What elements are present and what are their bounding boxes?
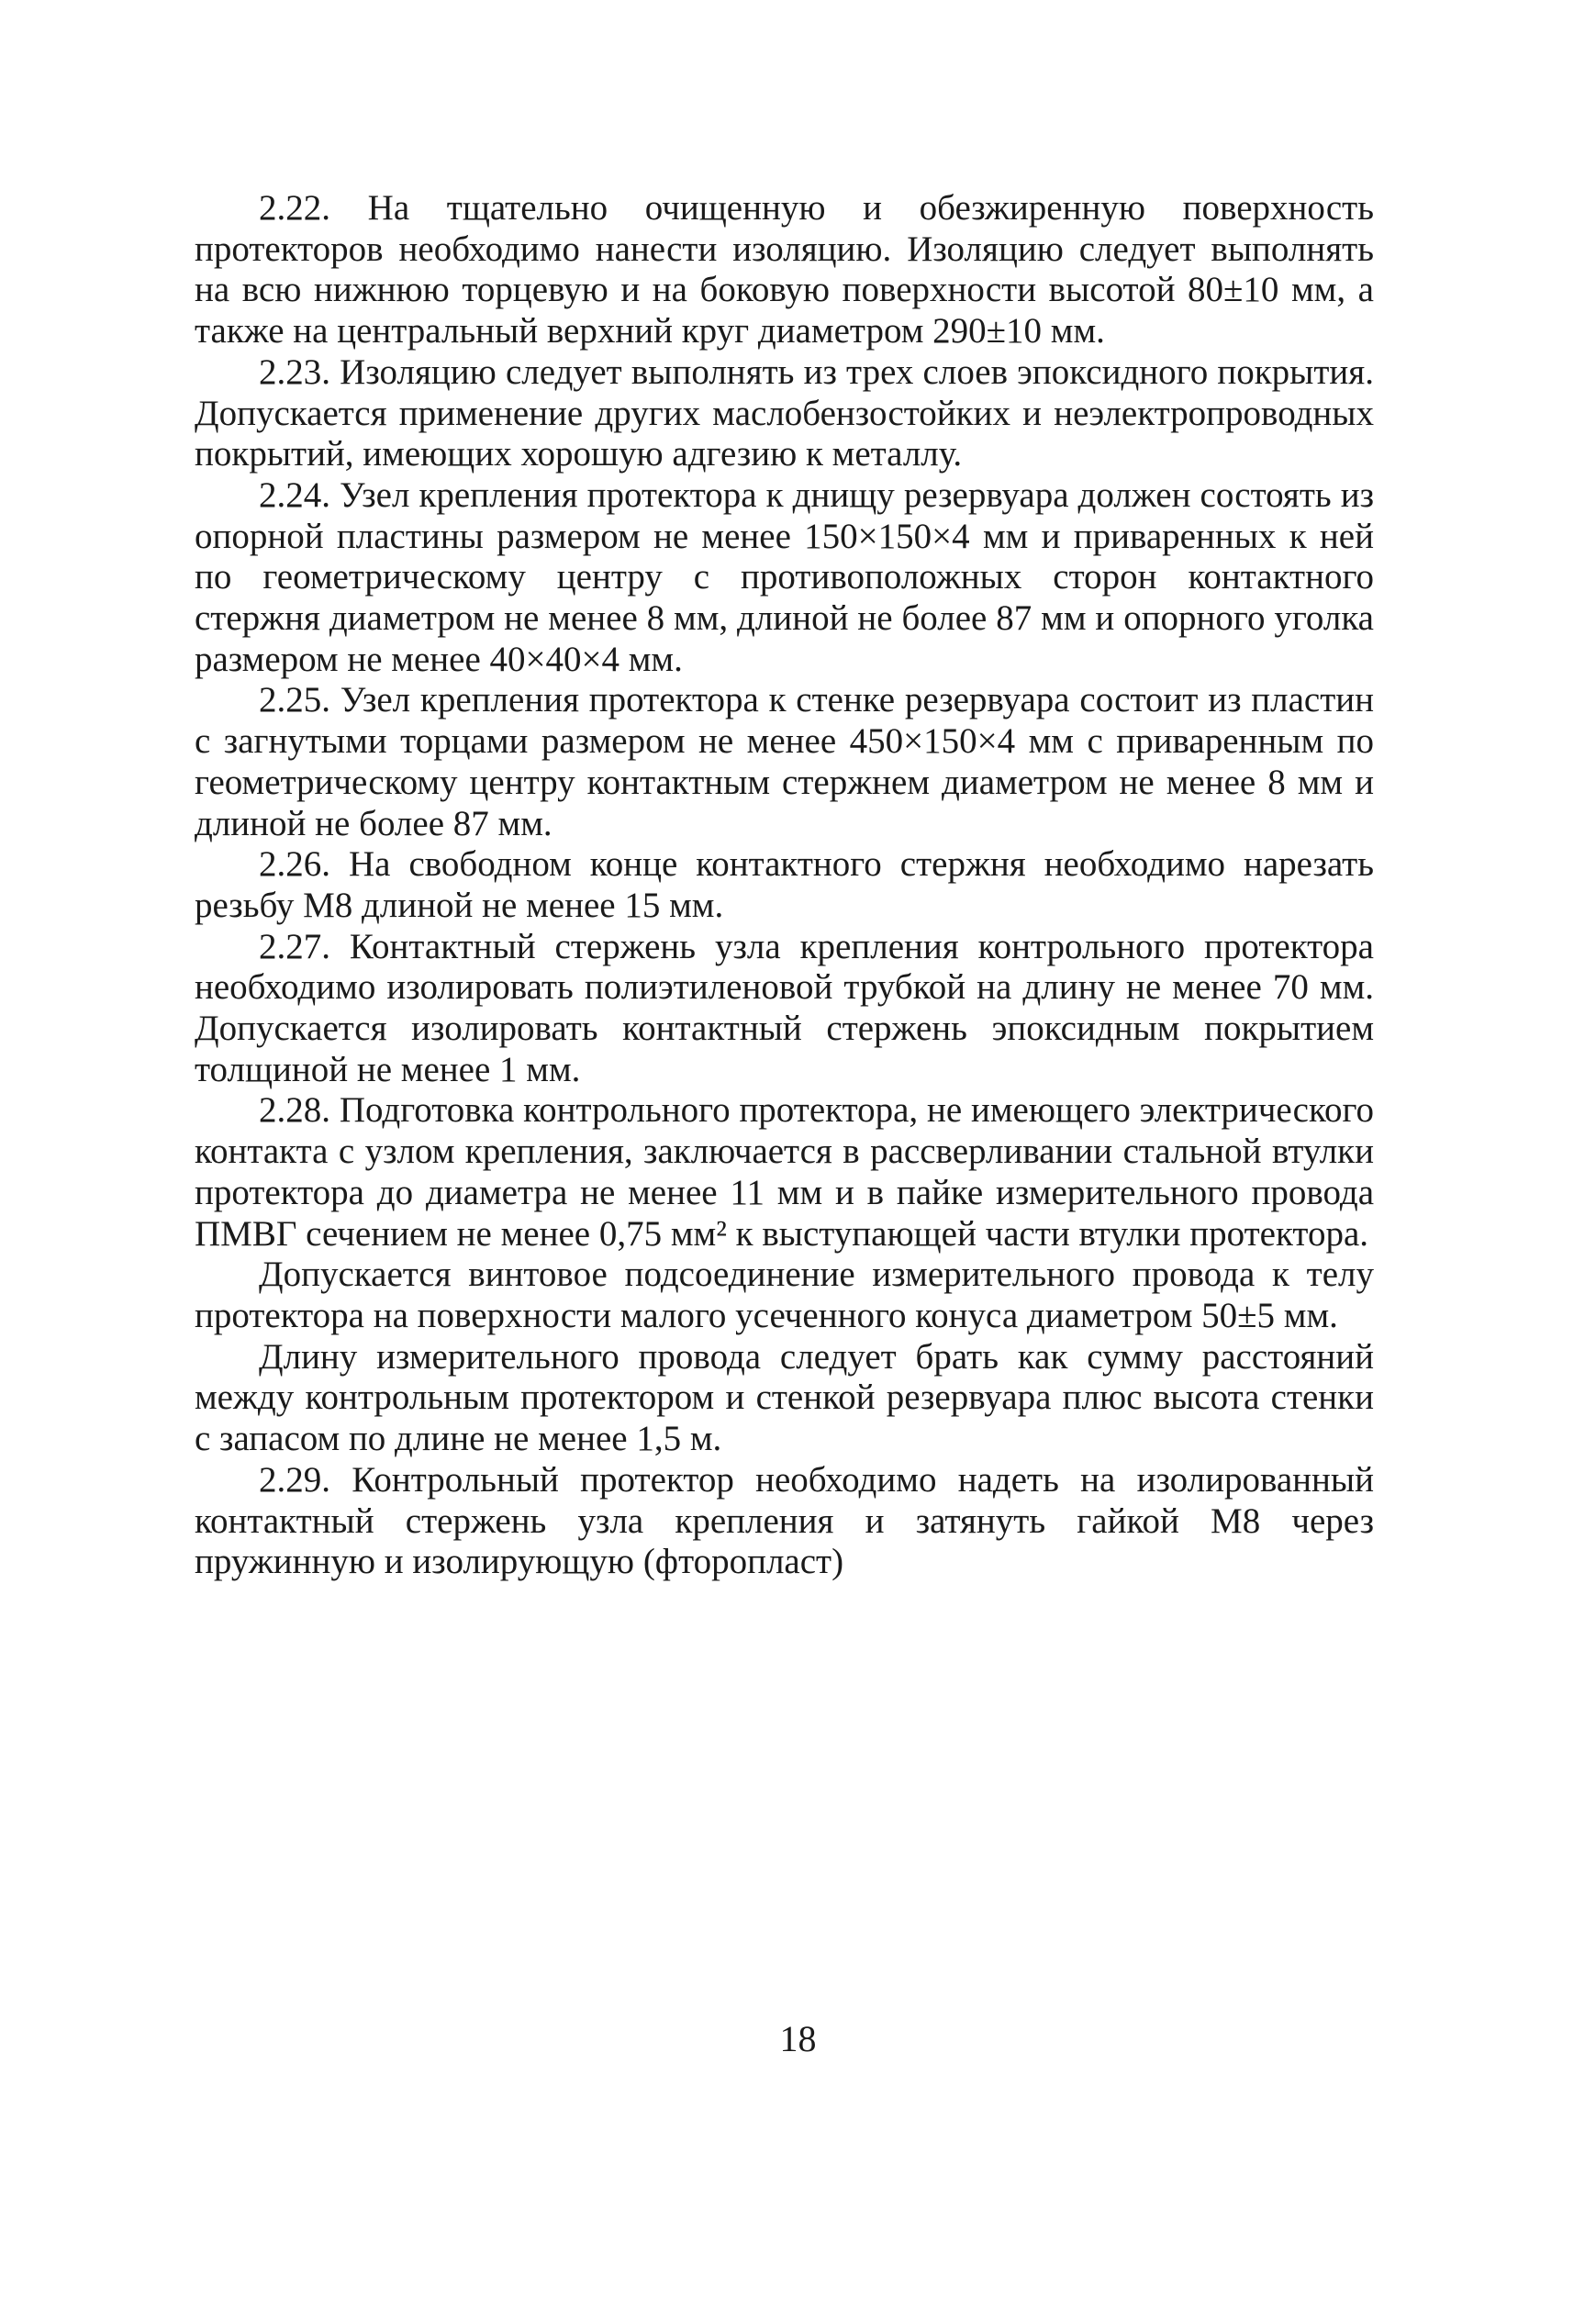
page-number: 18	[779, 2018, 817, 2059]
paragraph-screw-connection: Допускается винтовое подсоединение измерительного провода к телу протектора на поверхности малого усеченного конуса диаметром 50±5 мм.	[195, 1255, 1374, 1335]
paragraph-2-27: 2.27. Контактный стержень узла крепления контрольного протектора необходимо изолировать полиэтиленовой трубкой на длину не менее 70 мм. Допускается изолировать контактный стержень эпоксидным покрытием толщиной не менее 1 мм.	[195, 926, 1374, 1089]
paragraph-2-25: 2.25. Узел крепления протектора к стенке резервуара состоит из пластин с загнутыми торцами размером не менее 450×150×4 мм с приваренным по геометрическому центру контактным стержнем диаметром не менее 8 мм и длиной не более 87 мм.	[195, 680, 1374, 843]
page-body	[195, 188, 1374, 1583]
paragraph-2-24: 2.24. Узел крепления протектора к днищу резервуара должен состоять из опорной пластины размером не менее 150×150×4 мм и приваренных к ней по геометрическому центру с противоположных сторон контактного стержня диаметром не менее 8 мм, длиной не более 87 мм и опорного уголка размером не менее 40×40×4 мм.	[195, 474, 1374, 679]
paragraph-2-22: 2.22. На тщательно очищенную и обезжиренную поверхность протекторов необходимо нанести изоляцию. Изоляцию следует выполнять на всю нижнюю торцевую и на боковую поверхности высотой 80±10 мм, а также на центральный верхний круг диаметром 290±10 мм.	[195, 188, 1374, 351]
paragraph-2-28: 2.28. Подготовка контрольного протектора, не имеющего электрического контакта с узлом крепления, заключается в рассверливании стальной втулки протектора до диаметра не менее 11 мм и в пайке измерительного провода ПМВГ сечением не менее 0,75 мм² к выступающей части втулки протектора.	[195, 1090, 1374, 1254]
paragraph-2-29: 2.29. Контрольный протектор необходимо надеть на изолированный контактный стержень узла крепления и затянуть гайкой М8 через пружинную и изолирующую (фторопласт)	[195, 1459, 1374, 1582]
paragraph-2-26: 2.26. На свободном конце контактного стержня необходимо нарезать резьбу М8 длиной не менее 15 мм.	[195, 844, 1374, 925]
paragraph-2-23: 2.23. Изоляцию следует выполнять из трех слоев эпоксидного покрытия. Допускается применение других маслобензостойких и неэлектропроводных покрытий, имеющих хорошую адгезию к металлу.	[195, 351, 1374, 474]
paragraph-wire-length: Длину измерительного провода следует брать как сумму расстояний между контрольным протектором и стенкой резервуара плюс высота стенки с запасом по длине не менее 1,5 м.	[195, 1336, 1374, 1459]
